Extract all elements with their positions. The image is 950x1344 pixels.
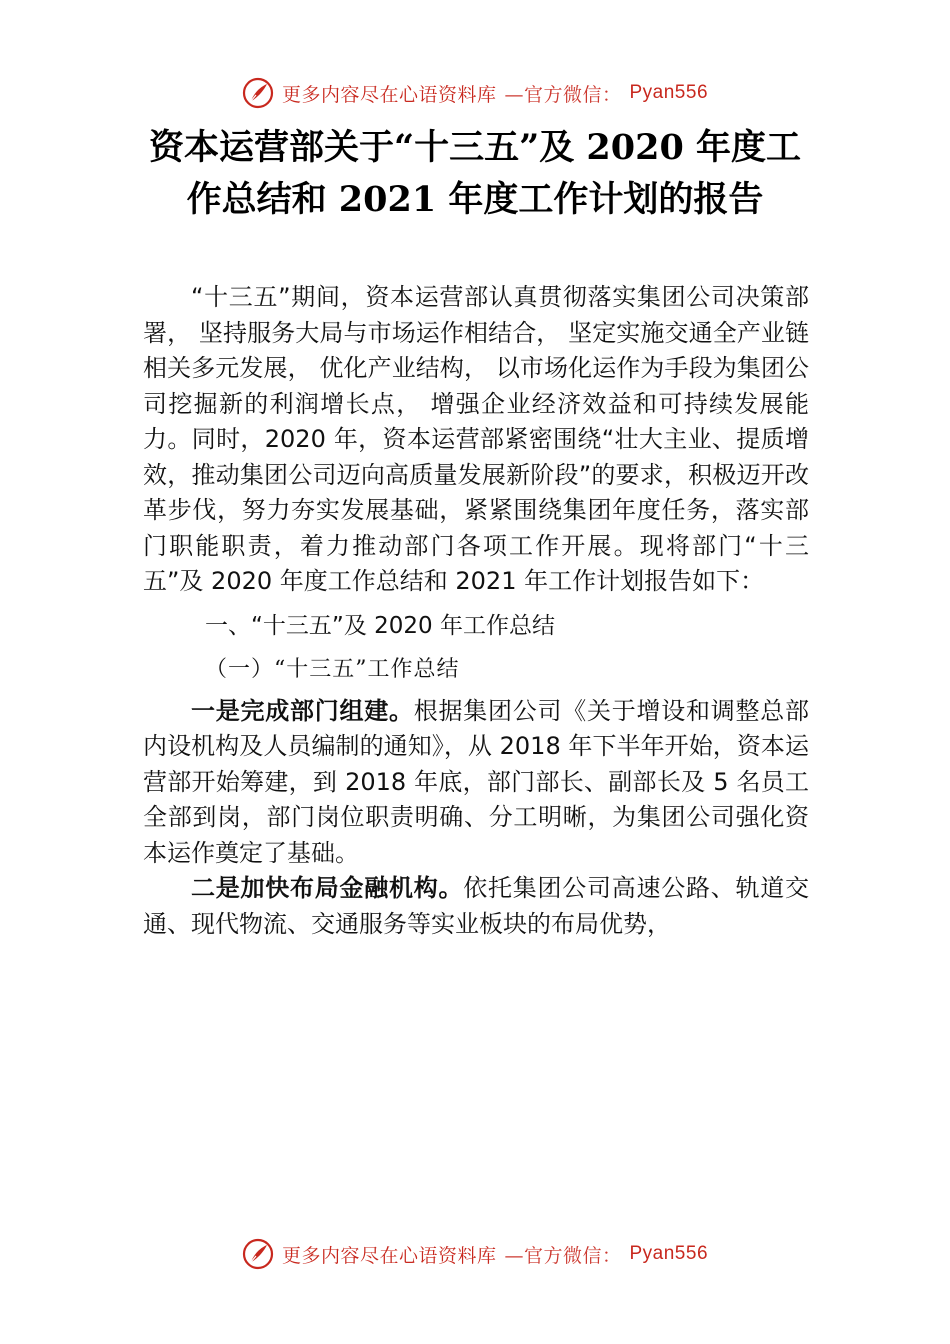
item-2-text: 依托集团公司高速公路、轨道交通、现代物流、交通服务等实业板块的布局优势， [143,874,809,938]
watermark-header [0,75,950,111]
watermark-main-text: 更多内容尽在心语资料库 [281,83,497,106]
subsection-heading-1: （一）“十三五”工作总结 [205,656,460,682]
title-line-2: 作总结和 2021 年度工作计划的报告 [186,179,764,220]
item-1-paragraph [143,694,809,872]
watermark-footer [0,1236,950,1272]
watermark-account: Pyan556 [629,1243,709,1264]
title-line-1: 资本运营部关于“十三五”及 2020 年度工 [148,127,802,168]
watermark-main-text: 更多内容尽在心语资料库 [281,1244,497,1267]
item-2-paragraph [143,871,809,942]
intro-paragraph: “十三五”期间，资本运营部认真贯彻落实集团公司决策部署， 坚持服务大局与市场运作相结合， 坚定实施交通全产业链相关多元发展， 优化产业结构， 以市场化运作为手段为集团公司挖掘新的利润增长点， 增强企业经济效益和可持续发展能力。同时，2020 年，资本运营部紧密围绕“壮大主业、提质增效，推动集团公司迈向高质量发展新阶段”的要求，积极迈开改革步伐，努力夯实发展基础，紧紧围绕集团年度任务，落实部门职能职责，着力推动部门各项工作开展。现将部门“十三五”及 2020 年度工作总结和 2021 年工作计划报告如下： [143,283,809,595]
item-1-lead: 一是完成部门组建。 [191,696,414,725]
watermark-sub-text: —官方微信： [504,1244,622,1267]
item-1-text: 根据集团公司《关于增设和调整总部内设机构及人员编制的通知》，从 2018 年下半年开始，资本运营部开始筹建，到 2018 年底，部门部长、副部长及 5 名员工全部到岗，部门岗位职责明确、分工明晰，为集团公司强化资本运作奠定了基础。 [143,696,809,867]
document-title [100,122,850,226]
quill-pen-logo-icon [242,1238,274,1270]
section-heading-1: 一、“十三五”及 2020 年工作总结 [205,612,555,639]
watermark-sub-text: —官方微信： [504,83,622,106]
item-2-lead: 二是加快布局金融机构。 [191,874,464,902]
document-body [143,280,809,942]
quill-pen-logo-icon [242,77,274,109]
watermark-account: Pyan556 [629,82,709,103]
